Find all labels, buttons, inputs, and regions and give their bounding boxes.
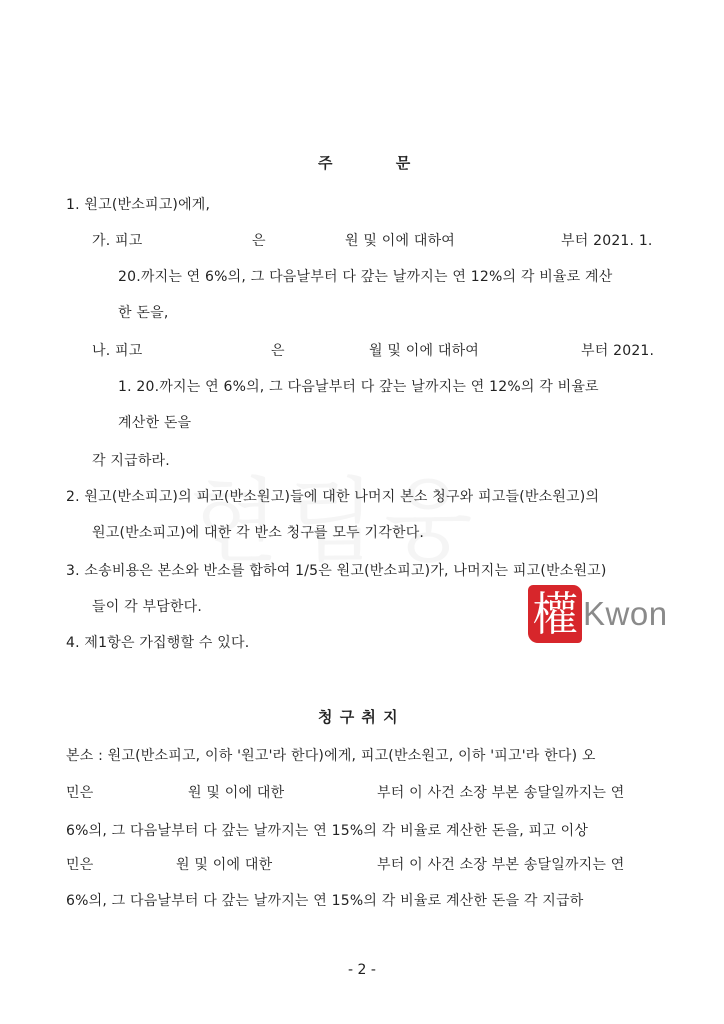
order-item-1-na-part3: 부터 2021. [581, 343, 655, 359]
order-item-1-ga-prefix: 가. 피고 [92, 233, 143, 249]
claim-line-3: 6%의, 그 다음날부터 다 갚는 날까지는 연 15%의 각 비율로 계산한 돈을, 피고 이상 [66, 823, 589, 839]
order-item-1-na-part2: 월 및 이에 대하여 [369, 343, 480, 359]
order-item-1-ga-part1: 은 [252, 233, 266, 249]
order-item-1-intro: 1. 원고(반소피고)에게, [66, 197, 211, 213]
order-item-2-line2: 원고(반소피고)에 대한 각 반소 청구를 모두 기각한다. [92, 525, 425, 541]
order-item-3-line2: 들이 각 부담한다. [92, 599, 203, 615]
claim-line-5: 6%의, 그 다음날부터 다 갚는 날까지는 연 15%의 각 비율로 계산한 돈을 각 지급하 [66, 893, 584, 909]
order-item-1-na-part1: 은 [271, 343, 285, 359]
order-item-1-ga-line3: 한 돈을, [118, 305, 169, 321]
order-item-1-ga-part2: 원 및 이에 대하여 [345, 233, 456, 249]
kwon-logo [528, 585, 678, 647]
order-item-1-na-line3: 계산한 돈을 [118, 415, 192, 431]
claim-line-4-b: 원 및 이에 대한 [176, 857, 273, 873]
claim-line-2-c: 부터 이 사건 소장 부본 송달일까지는 연 [377, 785, 625, 801]
claim-line-2-a: 민은 [66, 785, 94, 801]
order-heading: 주 문 [318, 154, 412, 172]
order-item-1-closing: 각 지급하라. [92, 453, 170, 469]
claim-line-4-c: 부터 이 사건 소장 부본 송달일까지는 연 [377, 857, 625, 873]
kwon-seal-icon: 權 [528, 585, 582, 643]
claim-line-1: 본소 : 원고(반소피고, 이하 '원고'라 한다)에게, 피고(반소원고, 이하 '피고'라 한다) 오 [66, 748, 596, 764]
page-number: - 2 - [348, 962, 376, 978]
order-item-4: 4. 제1항은 가집행할 수 있다. [66, 635, 250, 651]
order-item-1-ga-part3: 부터 2021. 1. [561, 233, 653, 249]
claim-line-2-b: 원 및 이에 대한 [188, 785, 285, 801]
order-item-1-na-prefix: 나. 피고 [92, 343, 143, 359]
order-item-1-na-line2: 1. 20.까지는 연 6%의, 그 다음날부터 다 갚는 날까지는 연 12%의 각 비율로 [118, 379, 599, 395]
kwon-logo-text: Kwon [583, 595, 668, 632]
order-item-3-line1: 3. 소송비용은 본소와 반소를 합하여 1/5은 원고(반소피고)가, 나머지는 피고(반소원고) [66, 563, 607, 579]
order-item-2-line1: 2. 원고(반소피고)의 피고(반소원고)들에 대한 나머지 본소 청구와 피고들(반소원고)의 [66, 489, 600, 505]
claim-heading: 청 구 취 지 [318, 708, 399, 726]
order-item-1-ga-line2: 20.까지는 연 6%의, 그 다음날부터 다 갚는 날까지는 연 12%의 각 비율로 계산 [118, 269, 613, 285]
claim-line-4-a: 민은 [66, 857, 94, 873]
